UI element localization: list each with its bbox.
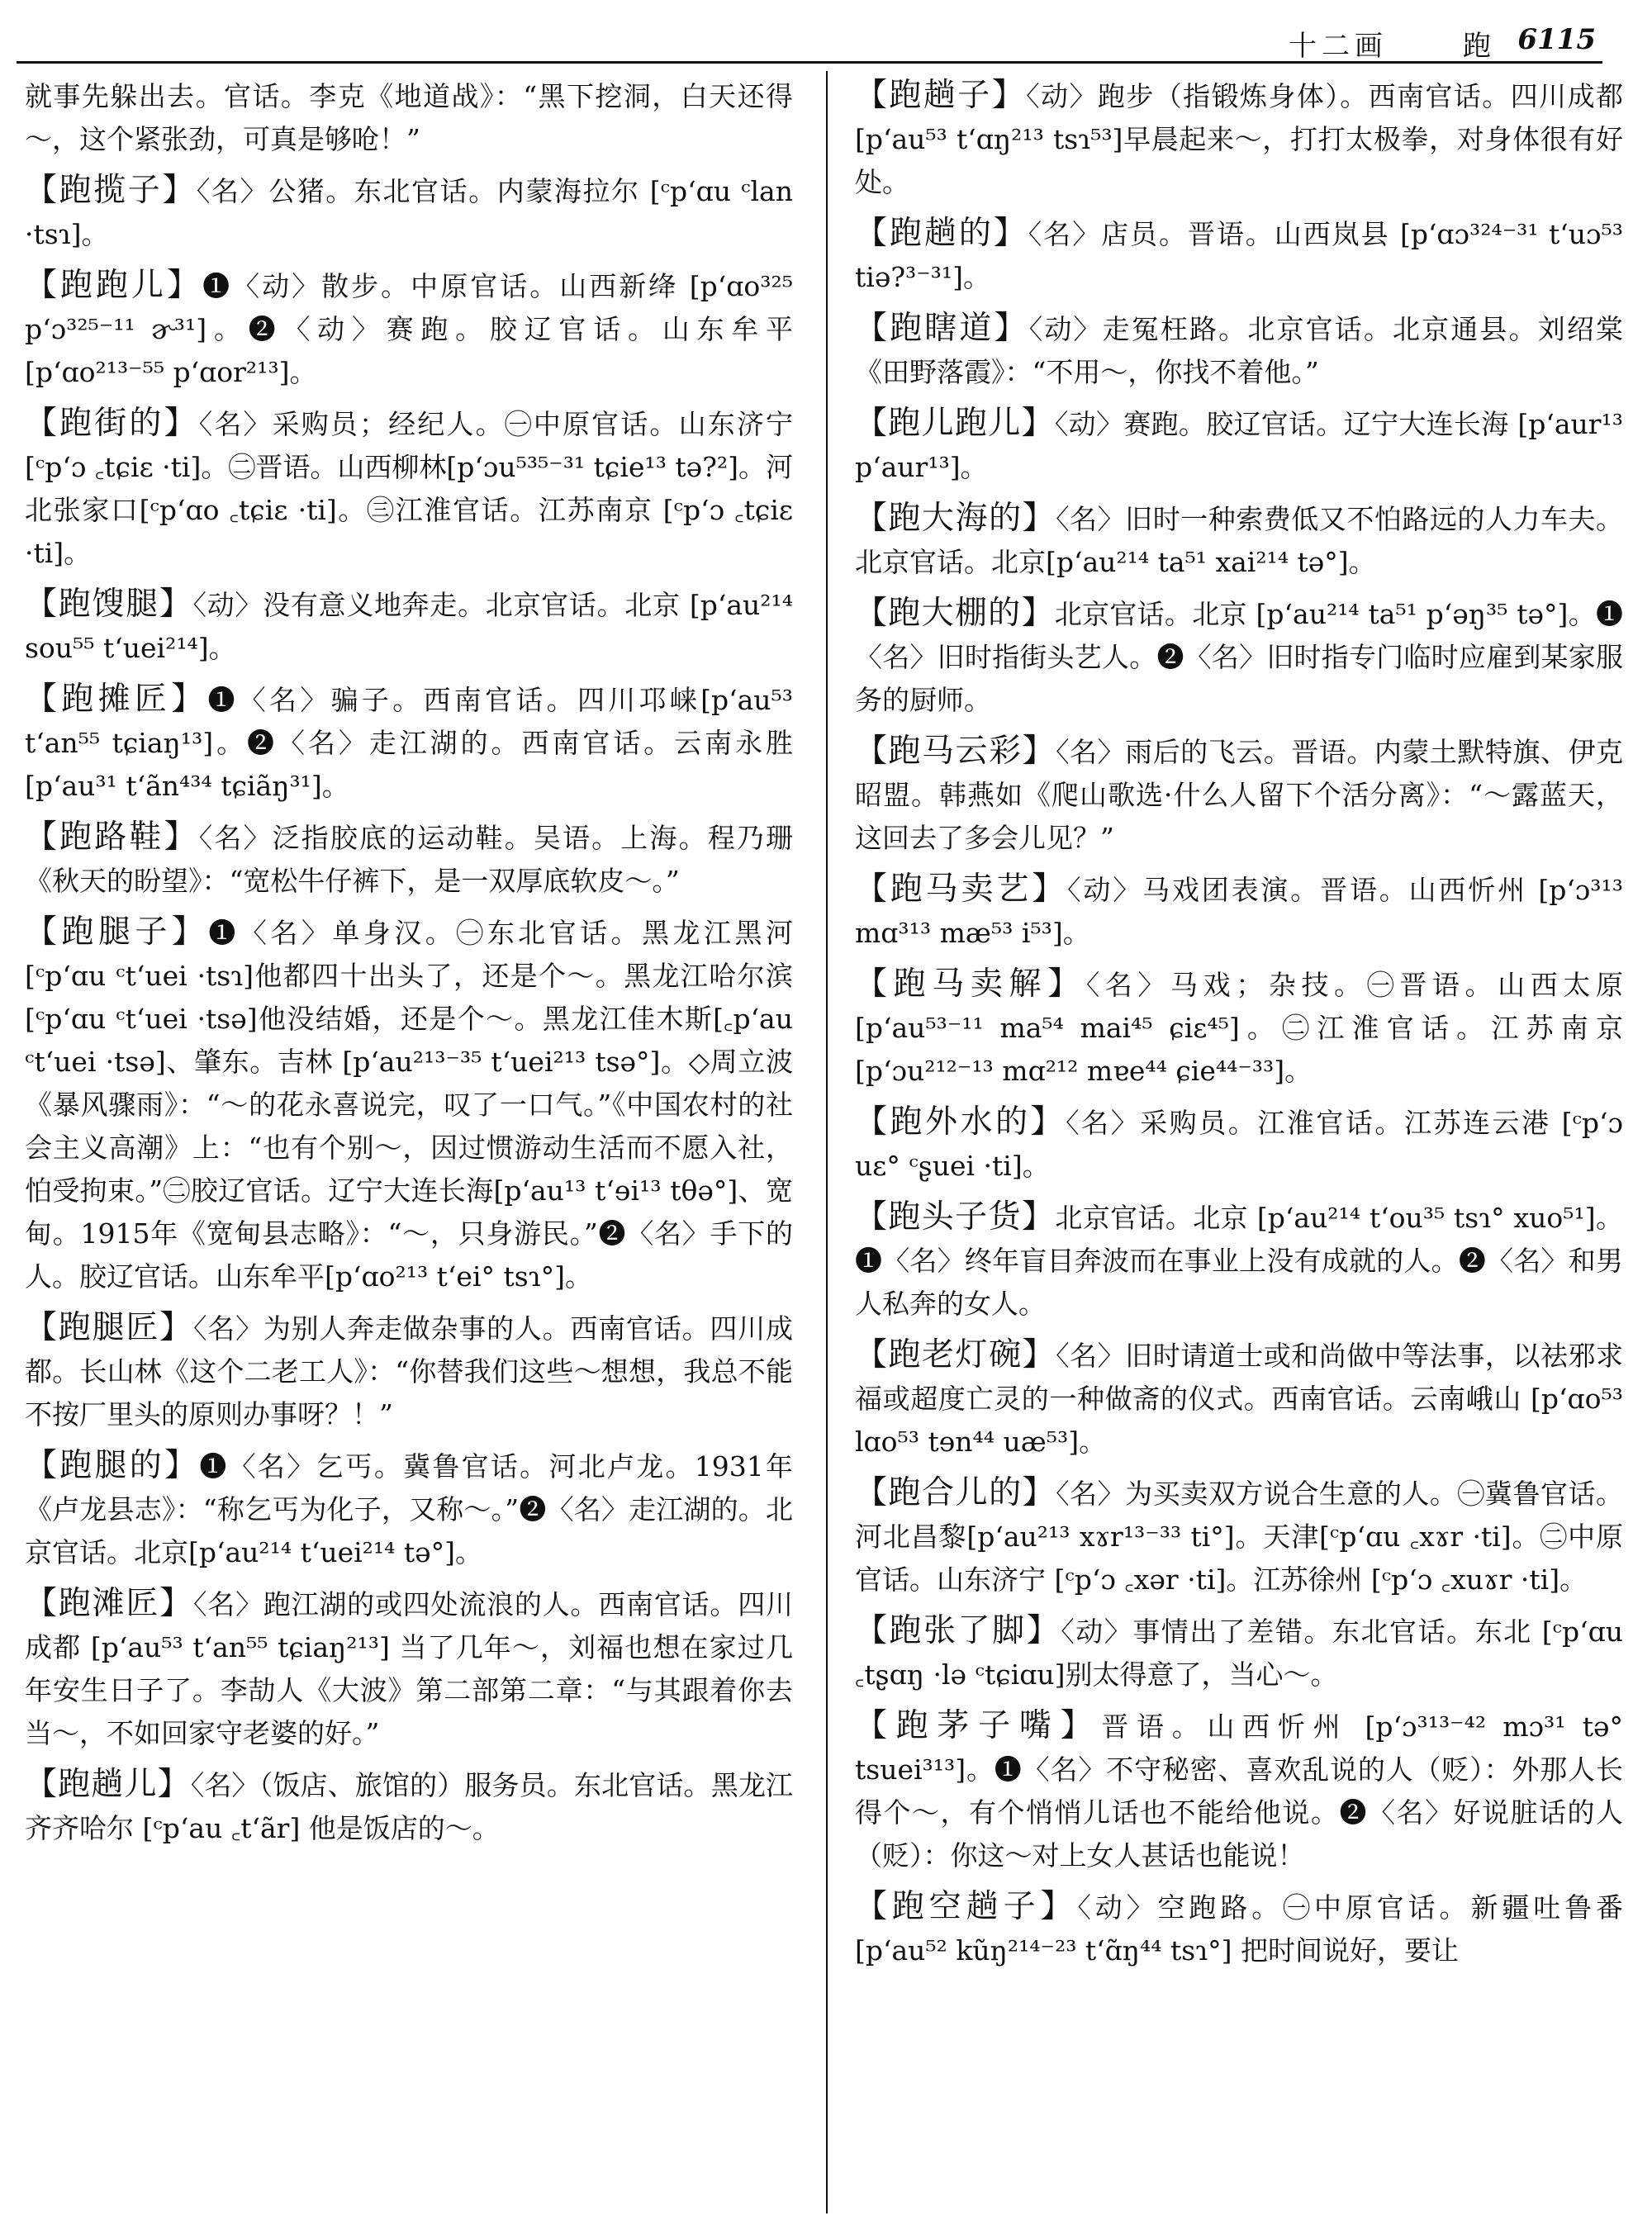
entry-definition: 〈名〉为别人奔走做杂事的人。西南官话。四川成都。长山林《这个二老工人》：“你替我们这些～想想，我总不能不按厂里头的原则办事呀？！” [25, 1312, 793, 1431]
dictionary-entry [855, 1472, 1623, 1601]
entry-definition: 〈名〉马戏；杂技。㊀晋语。山西太原 [p‘au⁵³⁻¹¹ ma⁵⁴ mai⁴⁵ ɕiɛ⁴⁵]。㊁江淮官话。江苏南京 [p‘ɔu²¹²⁻¹³ mɑ²¹² mɐe⁴⁴ ɕie⁴⁴⁻³³]。 [855, 969, 1623, 1087]
entry-headword: 【跑大棚的】 [855, 595, 1055, 632]
page-header [17, 23, 1602, 64]
dictionary-entry [855, 1886, 1623, 1972]
entry-definition: ❶〈名〉乞丐。冀鲁官话。河北卢龙。1931年《卢龙县志》：“称乞丐为化子，又称～。”❷〈名〉走江湖的。北京官话。北京[p‘au²¹⁴ t‘uei²¹⁴ tə°]。 [25, 1450, 793, 1568]
entry-definition: 〈动〉空跑路。㊀中原官话。新疆吐鲁番 [p‘au⁵² kũŋ²¹⁴⁻²³ t‘ɑ̃ŋ⁴⁴ tsɿ°] 把时间说好，要让 [855, 1891, 1623, 1967]
entry-definition: 〈名〉旧时请道士或和尚做中等法事，以祛邪求福或超度亡灵的一种做斋的仪式。西南官话。云南峨山 [p‘ɑo⁵³ lɑo⁵³ tɘn⁴⁴ uæ⁵³]。 [855, 1340, 1623, 1458]
entry-definition: 〈名〉旧时一种索费低又不怕路远的人力车夫。北京官话。北京[p‘au²¹⁴ ta⁵¹ xai²¹⁴ tə°]。 [855, 503, 1623, 578]
entry-headword: 【跑马卖解】 [855, 966, 1086, 1003]
entry-headword: 【跑街的】 [25, 405, 199, 442]
dictionary-entry [25, 1307, 793, 1436]
entry-definition: 北京官话。北京 [p‘au²¹⁴ ta⁵¹ p‘əŋ³⁵ tə°]。❶〈名〉旧时指街头艺人。❷〈名〉旧时指专门临时应雇到某家服务的厨师。 [855, 598, 1623, 716]
dictionary-entry [855, 1334, 1623, 1464]
entry-headword: 【跑跑儿】 [25, 267, 203, 304]
entry-definition: ❶〈名〉骗子。西南官话。四川邛崃[p‘au⁵³ t‘an⁵⁵ tɕiaŋ¹³]。❷〈名〉走江湖的。西南官话。云南永胜 [p‘au³¹ t‘ãn⁴³⁴ tɕiãŋ³¹]。 [25, 684, 793, 802]
entry-definition: 〈名〉雨后的飞云。晋语。内蒙土默特旗、伊克昭盟。韩燕如《爬山歌选·什么人留下个活分离》：“～露蓝天，这回去了多会儿见？” [855, 736, 1623, 854]
entry-headword: 【跑腿的】 [25, 1447, 200, 1484]
dictionary-entry [855, 402, 1623, 489]
column-divider [826, 71, 828, 2213]
entry-headword: 【跑儿跑儿】 [855, 405, 1055, 442]
entry-headword: 【跑老灯碗】 [855, 1336, 1056, 1374]
entry-definition: 〈名〉公猪。东北官话。内蒙海拉尔 [ᶜp‘ɑu ᶜlan ·tsɿ]。 [25, 175, 793, 250]
dictionary-entry [855, 497, 1623, 584]
entry-definition: 〈名〉店员。晋语。山西岚县 [p‘ɑɔ³²⁴⁻³¹ t‘uɔ⁵³ tiə?³⁻³¹]。 [855, 218, 1623, 293]
entry-headword: 【跑茅子嘴】 [855, 1707, 1102, 1744]
entry-headword: 【跑合儿的】 [855, 1474, 1056, 1511]
entry-headword: 【跑空趟子】 [855, 1888, 1078, 1925]
dictionary-entry [855, 1705, 1623, 1877]
dictionary-entry [855, 212, 1623, 299]
dictionary-entry [25, 1763, 793, 1850]
dictionary-entry [25, 169, 793, 256]
entry-definition: 〈名〉跑江湖的或四处流浪的人。西南官话。四川成都 [p‘au⁵³ t‘an⁵⁵ tɕiaŋ²¹³] 当了几年～，刘福也想在家过几年安生日子了。李劼人《大波》第二部第二章：“与其跟着你去当～，不如回家守老婆的好。” [25, 1588, 793, 1749]
entry-headword: 【跑趟的】 [855, 215, 1028, 252]
header-character: 跑 [1463, 30, 1491, 63]
entry-headword: 【跑外水的】 [855, 1103, 1066, 1141]
dictionary-entry [25, 74, 793, 161]
entry-headword: 【跑头子货】 [855, 1198, 1056, 1236]
dictionary-entry [855, 963, 1623, 1093]
dictionary-entry [25, 678, 793, 808]
entry-definition: 〈动〉没有意义地奔走。北京官话。北京 [p‘au²¹⁴ sou⁵⁵ t‘uei²¹⁴]。 [25, 589, 793, 664]
entry-definition: ❶〈动〉散步。中原官话。山西新绛 [p‘ɑo³²⁵ p‘ɔ³²⁵⁻¹¹ ɚ³¹]。❷〈动〉赛跑。胶辽官话。山东牟平 [p‘ɑo²¹³⁻⁵⁵ p‘ɑor²¹³]。 [25, 270, 793, 388]
entry-headword: 【跑揽子】 [25, 172, 197, 209]
entry-headword: 【跑大海的】 [855, 500, 1056, 537]
entry-definition: 〈动〉跑步（指锻炼身体）。西南官话。四川成都 [p‘au⁵³ t‘ɑŋ²¹³ tsɿ⁵³]早晨起来～，打打太极拳，对身体很有好处。 [855, 80, 1623, 198]
right-column [855, 74, 1623, 2213]
entry-headword: 【跑趟儿】 [25, 1766, 191, 1803]
dictionary-entry [25, 1445, 793, 1574]
entry-definition: 北京官话。北京 [p‘au²¹⁴ t‘ou³⁵ tsɿ° xuo⁵¹]。❶〈名〉终年盲目奔波而在事业上没有成就的人。❷〈名〉和男人私奔的女人。 [855, 1202, 1623, 1320]
entry-definition: 〈名〉采购员；经纪人。㊀中原官话。山东济宁 [ᶜp‘ɔ ꜀tɕiɛ ·ti]。㊁晋语。山西柳林[p‘ɔu⁵³⁵⁻³¹ tɕie¹³ tə?²]。河北张家口[ᶜp‘ɑo ꜀tɕiɛ ·ti]。㊂江淮官话。江苏南京 [ᶜp‘ɔ ꜀tɕiɛ ·ti]。 [25, 408, 794, 569]
entry-headword: 【跑路鞋】 [25, 818, 199, 856]
entry-definition: 〈动〉走冤枉路。北京官话。北京通县。刘绍棠《田野落霞》：“不用～，你找不着他。” [855, 313, 1623, 388]
entry-definition: 就事先躲出去。官话。李克《地道战》：“黑下挖洞，白天还得～，这个紧张劲，可真是够呛！” [25, 80, 793, 155]
entry-definition: 〈名〉采购员。江淮官话。江苏连云港 [ᶜp‘ɔ uɛ° ᶜʂuei ·ti]。 [855, 1107, 1623, 1182]
entry-definition: 〈动〉马戏团表演。晋语。山西忻州 [p‘ɔ³¹³ mɑ³¹³ mæ⁵³ i⁵³]。 [855, 874, 1623, 949]
entry-definition: 〈名〉（饭店、旅馆的）服务员。东北官话。黑龙江齐齐哈尔 [ᶜp‘au ꜀t‘ãr] 他是饭店的～。 [25, 1769, 793, 1844]
dictionary-entry [25, 402, 793, 575]
dictionary-entry [855, 730, 1623, 860]
dictionary-entry [855, 307, 1623, 394]
entry-definition: ❶〈名〉单身汉。㊀东北官话。黑龙江黑河 [ᶜp‘ɑu ᶜt‘uei ·tsɿ]他都四十出头了，还是个～。黑龙江哈尔滨 [ᶜp‘ɑu ᶜt‘uei ·tsə]他没结婚，还是个～。黑龙江佳木斯[꜀p‘au ᶜt‘uei ·tsə]、肇东。吉林 [p‘au²¹³⁻³⁵ t‘uei²¹³ tsə°]。◇周立波《暴风骤雨》：“～的花永喜说完，叹了一口气。”《中国农村的社会主义高潮》上：“也有个别～，因过惯游动生活而不愿入社，怕受拘束。”㊁胶辽官话。辽宁大连长海[p‘au¹³ t‘ɘi¹³ tθə°]、宽甸。1915年《宽甸县志略》：“～，只身游民。”❷〈名〉手下的人。胶辽官话。山东牟平[p‘ɑo²¹³ t‘ei° tsɿ°]。 [25, 917, 793, 1293]
entry-headword: 【跑马云彩】 [855, 733, 1056, 770]
entry-definition: 〈动〉事情出了差错。东北官话。东北 [ᶜp‘ɑu ꜀tʂɑŋ ·lə ᶜtɕiɑu]别太得意了，当心～。 [855, 1616, 1623, 1691]
entry-definition: 〈名〉泛指胶底的运动鞋。吴语。上海。程乃珊《秋天的盼望》：“宽松牛仔裤下，是一双厚底软皮～。” [25, 822, 793, 897]
dictionary-entry [855, 592, 1623, 722]
dictionary-entry [855, 1610, 1623, 1696]
entry-headword: 【跑摊匠】 [25, 681, 208, 718]
entry-headword: 【跑腿子】 [25, 913, 209, 951]
dictionary-entry [25, 911, 793, 1298]
entry-headword: 【跑滩匠】 [25, 1585, 193, 1622]
entry-definition: 〈动〉赛跑。胶辽官话。辽宁大连长海 [p‘aur¹³ p‘aur¹³]。 [855, 408, 1623, 483]
dictionary-entry [855, 1101, 1623, 1188]
left-column [25, 74, 793, 2213]
page-number: 6115 [1517, 23, 1596, 56]
entry-definition: 〈名〉为买卖双方说合生意的人。㊀冀鲁官话。河北昌黎[p‘au²¹³ xɤr¹³⁻³³ ti°]。天津[ᶜp‘ɑu ꜀xɤr ·ti]。㊁中原官话。山东济宁 [ᶜp‘ɔ ꜀xər ·ti]。江苏徐州 [ᶜp‘ɔ ꜀xuɤr ·ti]。 [855, 1478, 1623, 1596]
dictionary-entry [25, 816, 793, 903]
entry-headword: 【跑瞎道】 [855, 310, 1029, 347]
dictionary-entry [25, 264, 793, 394]
entry-definition: 晋语。山西忻州 [p‘ɔ³¹³⁻⁴² mɔ³¹ tə° tsuei³¹³]。❶〈名〉不守秘密、喜欢乱说的人（贬）：外那人长得个～，有个悄悄儿话也不能给他说。❷〈名〉好说脏话的人（贬）：你这～对上女人甚话也能说！ [855, 1710, 1623, 1872]
entry-headword: 【跑张了脚】 [855, 1612, 1061, 1649]
entry-headword: 【跑马卖艺】 [855, 871, 1068, 908]
entry-headword: 【跑腿匠】 [25, 1309, 193, 1346]
dictionary-entry [25, 1582, 793, 1755]
entry-headword: 【跑馊腿】 [25, 586, 193, 623]
header-section: 十二画 [1289, 30, 1388, 63]
entry-headword: 【跑趟子】 [855, 77, 1027, 114]
dictionary-entry [855, 74, 1623, 204]
dictionary-entry [855, 1196, 1623, 1326]
dictionary-entry [25, 583, 793, 670]
dictionary-entry [855, 868, 1623, 955]
